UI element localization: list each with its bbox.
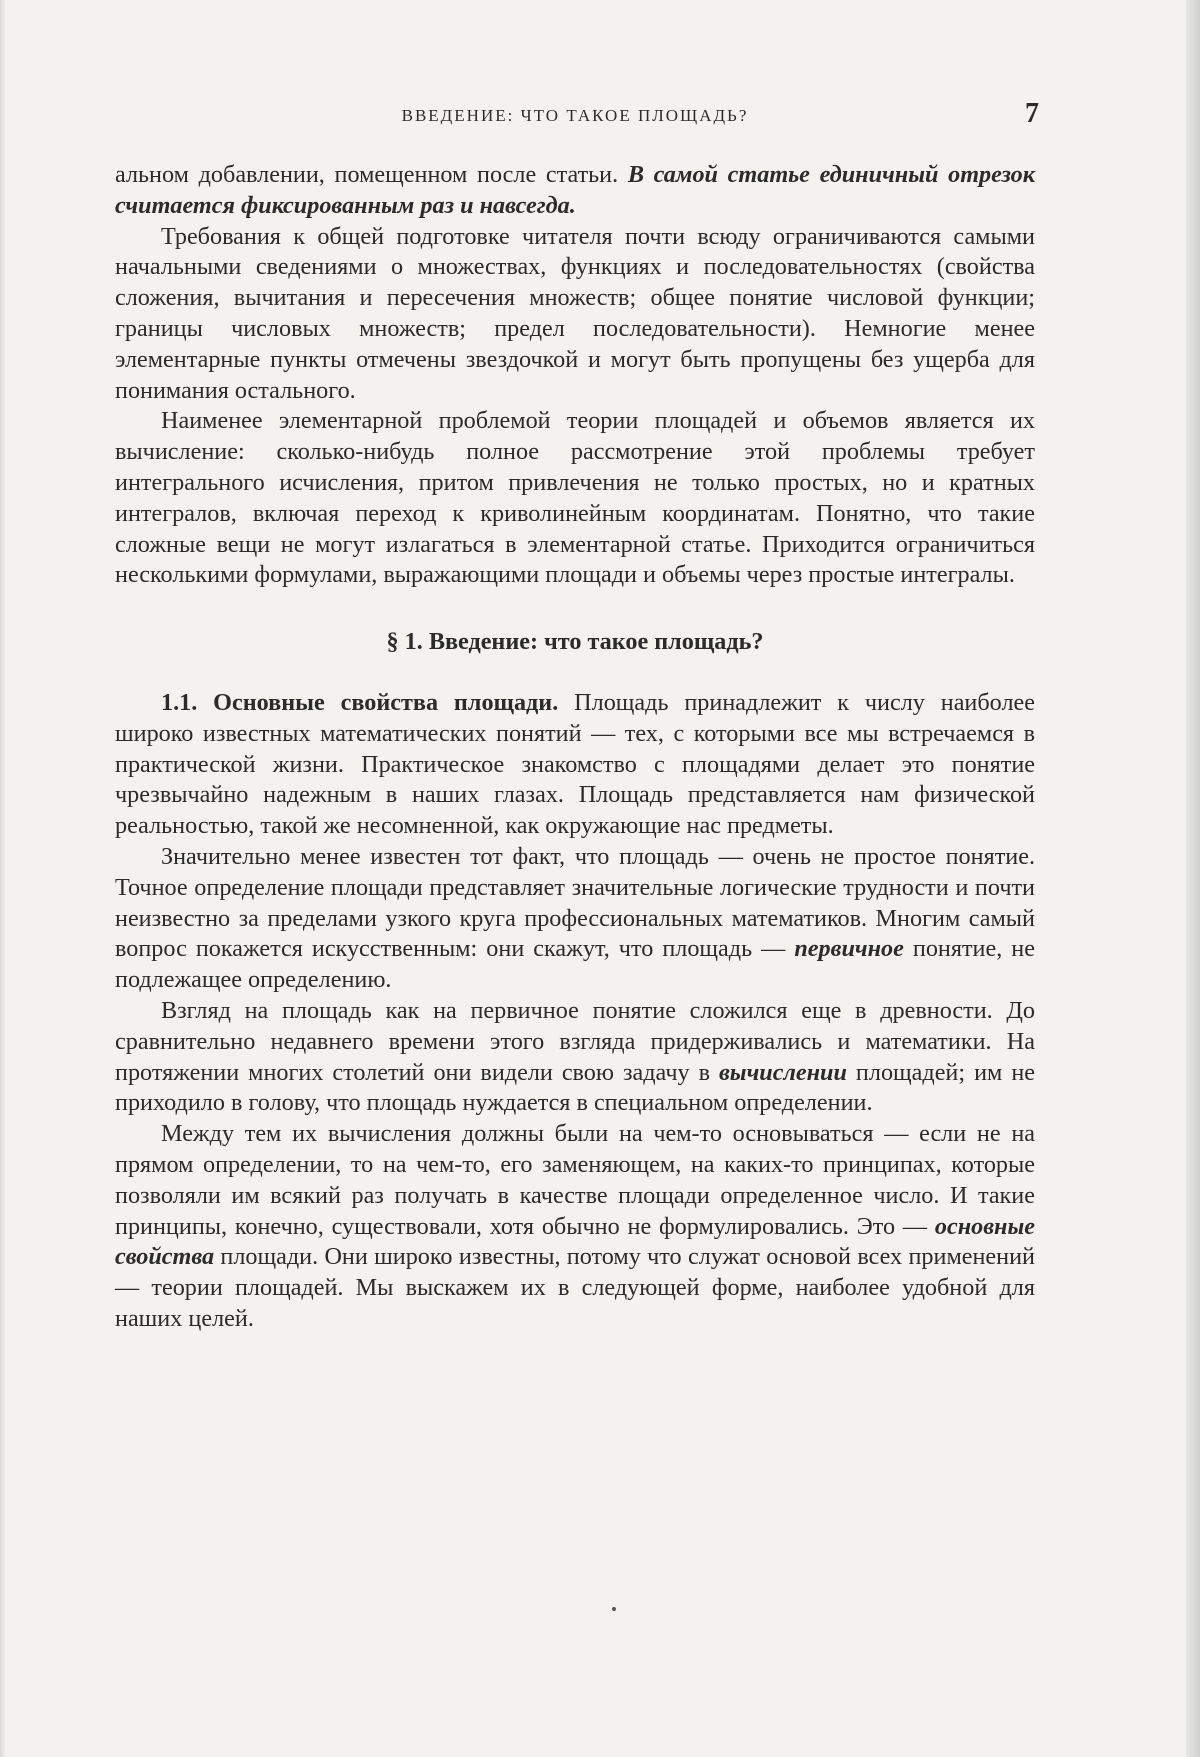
paragraph-basic-properties [115, 688, 1035, 842]
paragraph-text: Значительно менее известен тот факт, что площадь — очень не простое понятие. Точное определение площади представляет значительные логические трудности и почти неизвестно за пределами узкого круга профессиональных математиков. Многим самый вопрос покажется искусственным: они скажут, что площадь — [115, 842, 1035, 963]
paragraph-computation: Наименее элементарной проблемой теории площадей и объемов является их вычисление: сколько-нибудь полное рассмотрение этой проблемы требует интегрального исчисления, притом привлечения не только простых, но и кратных интегралов, включая переход к криволинейным координатам. Понятно, что такие сложные вещи не могут излагаться в элементарной статье. Приходится ограничиться несколькими формулами, выражающими площади и объемы через простые интегралы. [115, 407, 1035, 589]
paragraph-requirements: Требования к общей подготовке читателя почти всюду ограничиваются самыми начальными сведениями о множествах, функциях и последовательностях (свойства сложения, вычитания и пересечения множеств; общее понятие числовой функции; границы числовых множеств; предел последовательности). Немногие менее элементарные пункты отмечены звездочкой и могут быть пропущены без ущерба для понимания остального. [115, 222, 1035, 404]
page-header [115, 98, 1039, 130]
paragraph-text-tail: понятие, не подлежащее определению. [115, 935, 1035, 994]
paragraph-continued [115, 160, 1035, 222]
paragraph-text: Между тем их вычисления должны были на чем-то основываться — если не на прямом определении, то на чем-то, его заменяющем, на каких-то принципах, которые позволяли им всякий раз получать в качестве площади определенное число. И такие принципы, конечно, существовали, хотя обычно не формулировались. Это — [115, 1120, 1035, 1240]
paragraph-text-tail: площади. Они широко известны, потому что служат основой всех применений — теории площадей. Мы выскажем их в следующей форме, наиболее удобной для наших целей. [115, 1243, 1035, 1332]
italic-emphasis: вычислении [718, 1058, 847, 1086]
paragraph-text: Взгляд на площадь как на первичное понятие сложился еще в древности. До сравнительно недавнего времени этого взгляда придерживались и математики. На протяжении многих столетий они видели свою задачу в [115, 996, 1035, 1086]
paragraph-text: альном добавлении, помещенном после статьи. [115, 161, 628, 188]
paragraph-ancient-view [115, 996, 1035, 1119]
paragraph-text: Площадь принадлежит к числу наиболее широко известных математических понятий — тех, с которыми все мы встречаемся в практической жизни. Практическое знакомство с площадями делает это понятие чрезвычайно надежным в наших глазах. Площадь представляется нам физической реальностью, такой же несомненной, как окружающие нас предметы. [115, 688, 1035, 840]
section-heading: § 1. Введение: что такое площадь? [386, 628, 764, 656]
subsection-heading: 1.1. Основные свойства площади. [161, 688, 559, 716]
page-left-edge [0, 0, 6, 1757]
paragraph-text-tail: площадей; им не приходило в голову, что площадь нуждается в специальном определении. [115, 1058, 1036, 1117]
page-body [115, 160, 1035, 1335]
stray-print-mark [612, 1607, 616, 1611]
running-title: ВВЕДЕНИЕ: ЧТО ТАКОЕ ПЛОЩАДЬ? [401, 106, 749, 125]
paragraph-less-known [115, 842, 1035, 996]
page-right-edge [1186, 0, 1200, 1757]
page-number: 7 [1025, 98, 1039, 129]
italic-emphasis: В самой статье единичный отрезок считается фиксированным раз и навсегда. [115, 161, 1035, 219]
paragraph-principles [115, 1119, 1035, 1335]
italic-emphasis: основные свойства [115, 1212, 1035, 1271]
italic-emphasis: первичное [794, 935, 904, 963]
